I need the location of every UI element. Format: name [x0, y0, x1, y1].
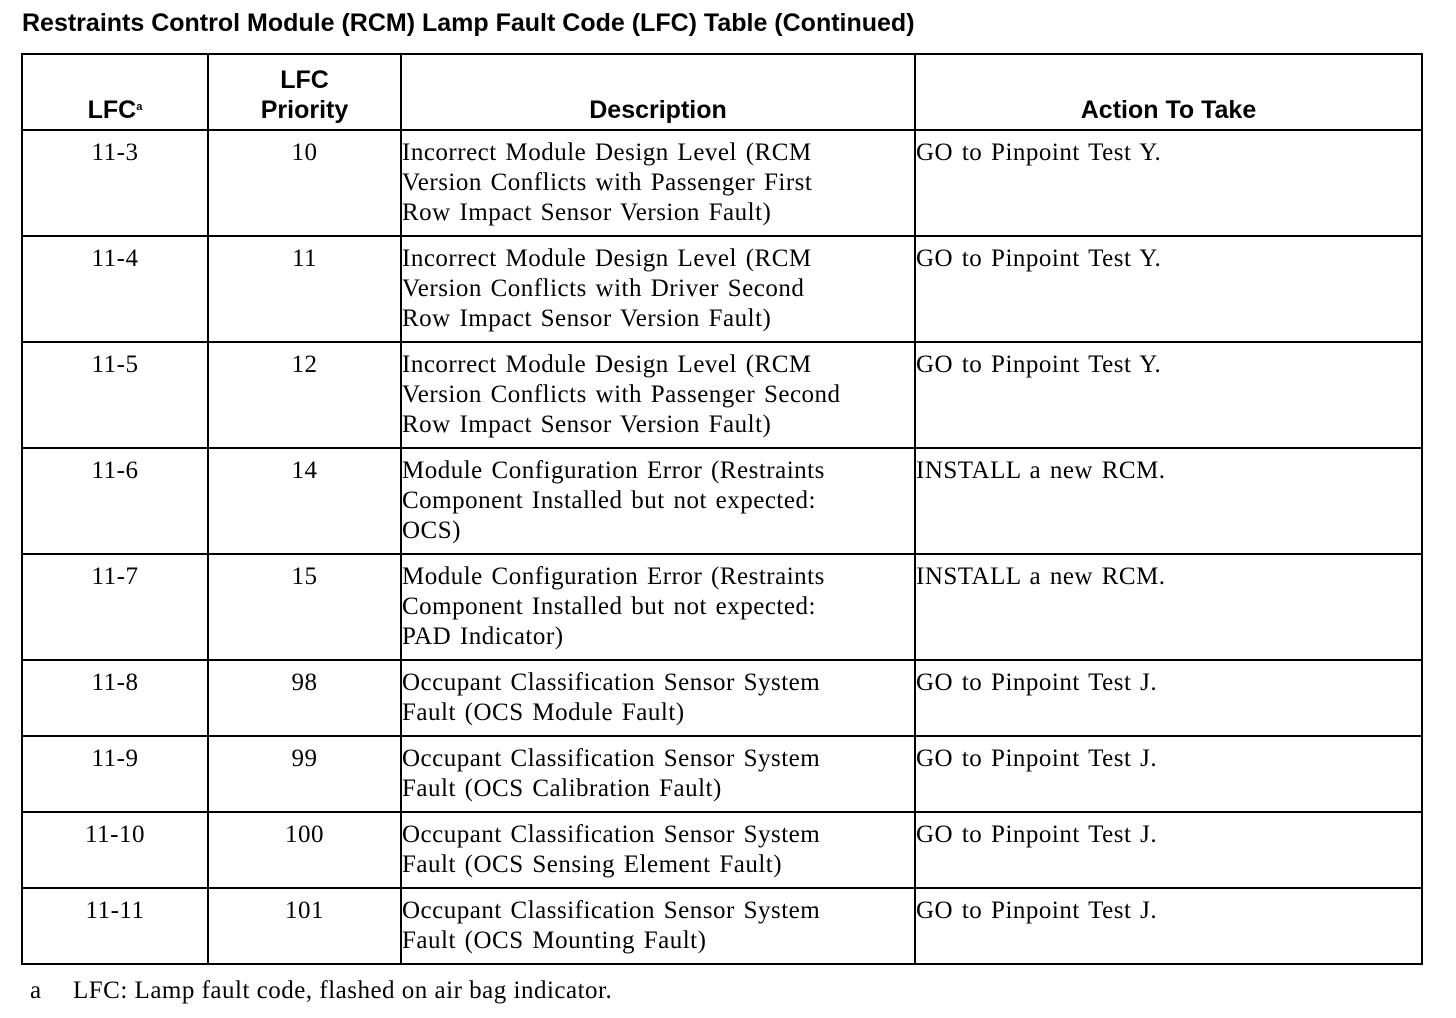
lfc-priority-cell: 101	[208, 888, 401, 964]
description-line: Occupant Classification Sensor System	[402, 745, 821, 772]
table-row	[22, 888, 1422, 964]
description-cell	[401, 812, 915, 888]
description-line: Component Installed but not expected:	[402, 593, 816, 620]
description-line: Occupant Classification Sensor System	[402, 821, 821, 848]
description-line: Occupant Classification Sensor System	[402, 669, 821, 696]
description-line: Incorrect Module Design Level (RCM	[402, 139, 812, 166]
header-lfc	[22, 54, 208, 130]
description-line: Module Configuration Error (Restraints	[402, 457, 825, 484]
header-priority-line1: LFC	[280, 66, 329, 94]
description-line: Fault (OCS Sensing Element Fault)	[402, 851, 783, 878]
description-cell	[401, 236, 915, 342]
description-line: Version Conflicts with Driver Second	[402, 275, 805, 302]
action-cell: GO to Pinpoint Test Y.	[915, 130, 1422, 236]
description-line: Version Conflicts with Passenger First	[402, 169, 813, 196]
description-line: Fault (OCS Module Fault)	[402, 699, 685, 726]
description-line: Module Configuration Error (Restraints	[402, 563, 825, 590]
description-line: Row Impact Sensor Version Fault)	[402, 305, 772, 332]
description-cell	[401, 130, 915, 236]
table-row	[22, 130, 1422, 236]
lfc-code-cell: 11-3	[22, 130, 208, 236]
description-line: Incorrect Module Design Level (RCM	[402, 351, 812, 378]
action-cell: GO to Pinpoint Test J.	[915, 736, 1422, 812]
description-cell	[401, 736, 915, 812]
description-line: Fault (OCS Calibration Fault)	[402, 775, 722, 802]
description-line: Fault (OCS Mounting Fault)	[402, 927, 707, 954]
description-cell	[401, 660, 915, 736]
description-line: Component Installed but not expected:	[402, 487, 816, 514]
table-row	[22, 236, 1422, 342]
table-row	[22, 448, 1422, 554]
header-lfc-priority	[208, 54, 401, 130]
lfc-code-cell: 11-11	[22, 888, 208, 964]
action-cell: GO to Pinpoint Test J.	[915, 888, 1422, 964]
header-row	[22, 54, 1422, 130]
action-cell: GO to Pinpoint Test Y.	[915, 236, 1422, 342]
lfc-priority-cell: 100	[208, 812, 401, 888]
header-priority-line2: Priority	[260, 96, 349, 124]
header-lfc-footnote-mark: a	[136, 101, 143, 113]
description-line: Row Impact Sensor Version Fault)	[402, 199, 772, 226]
lfc-code-cell: 11-6	[22, 448, 208, 554]
lfc-priority-cell: 10	[208, 130, 401, 236]
lfc-code-cell: 11-7	[22, 554, 208, 660]
table-row	[22, 554, 1422, 660]
header-description: Description	[401, 54, 915, 130]
action-cell: INSTALL a new RCM.	[915, 554, 1422, 660]
page-title: Restraints Control Module (RCM) Lamp Fault Code (LFC) Table (Continued)	[22, 9, 915, 37]
table-body	[22, 130, 1422, 964]
table-header	[22, 54, 1422, 130]
description-line: Occupant Classification Sensor System	[402, 897, 821, 924]
lfc-priority-cell: 12	[208, 342, 401, 448]
lfc-code-cell: 11-5	[22, 342, 208, 448]
footnote	[30, 975, 612, 1007]
description-cell	[401, 342, 915, 448]
description-cell	[401, 888, 915, 964]
table-row	[22, 736, 1422, 812]
lfc-code-cell: 11-8	[22, 660, 208, 736]
lfc-code-cell: 11-10	[22, 812, 208, 888]
lfc-table	[21, 53, 1423, 965]
lfc-priority-cell: 98	[208, 660, 401, 736]
description-line: Version Conflicts with Passenger Second	[402, 381, 841, 408]
action-cell: INSTALL a new RCM.	[915, 448, 1422, 554]
lfc-code-cell: 11-4	[22, 236, 208, 342]
description-line: Row Impact Sensor Version Fault)	[402, 411, 772, 438]
description-line: PAD Indicator)	[402, 623, 564, 650]
description-line: OCS)	[402, 517, 461, 544]
description-cell	[401, 448, 915, 554]
lfc-priority-cell: 15	[208, 554, 401, 660]
action-cell: GO to Pinpoint Test J.	[915, 812, 1422, 888]
lfc-priority-cell: 11	[208, 236, 401, 342]
action-cell: GO to Pinpoint Test J.	[915, 660, 1422, 736]
header-action: Action To Take	[915, 54, 1422, 130]
footnote-marker: a	[30, 977, 42, 1004]
table-row	[22, 660, 1422, 736]
lfc-priority-cell: 99	[208, 736, 401, 812]
header-lfc-label: LFC	[87, 96, 137, 124]
footnote-text: LFC: Lamp fault code, flashed on air bag indicator.	[73, 977, 613, 1004]
action-cell: GO to Pinpoint Test Y.	[915, 342, 1422, 448]
table-row	[22, 812, 1422, 888]
lfc-priority-cell: 14	[208, 448, 401, 554]
lfc-code-cell: 11-9	[22, 736, 208, 812]
description-line: Incorrect Module Design Level (RCM	[402, 245, 812, 272]
table-row	[22, 342, 1422, 448]
description-cell	[401, 554, 915, 660]
